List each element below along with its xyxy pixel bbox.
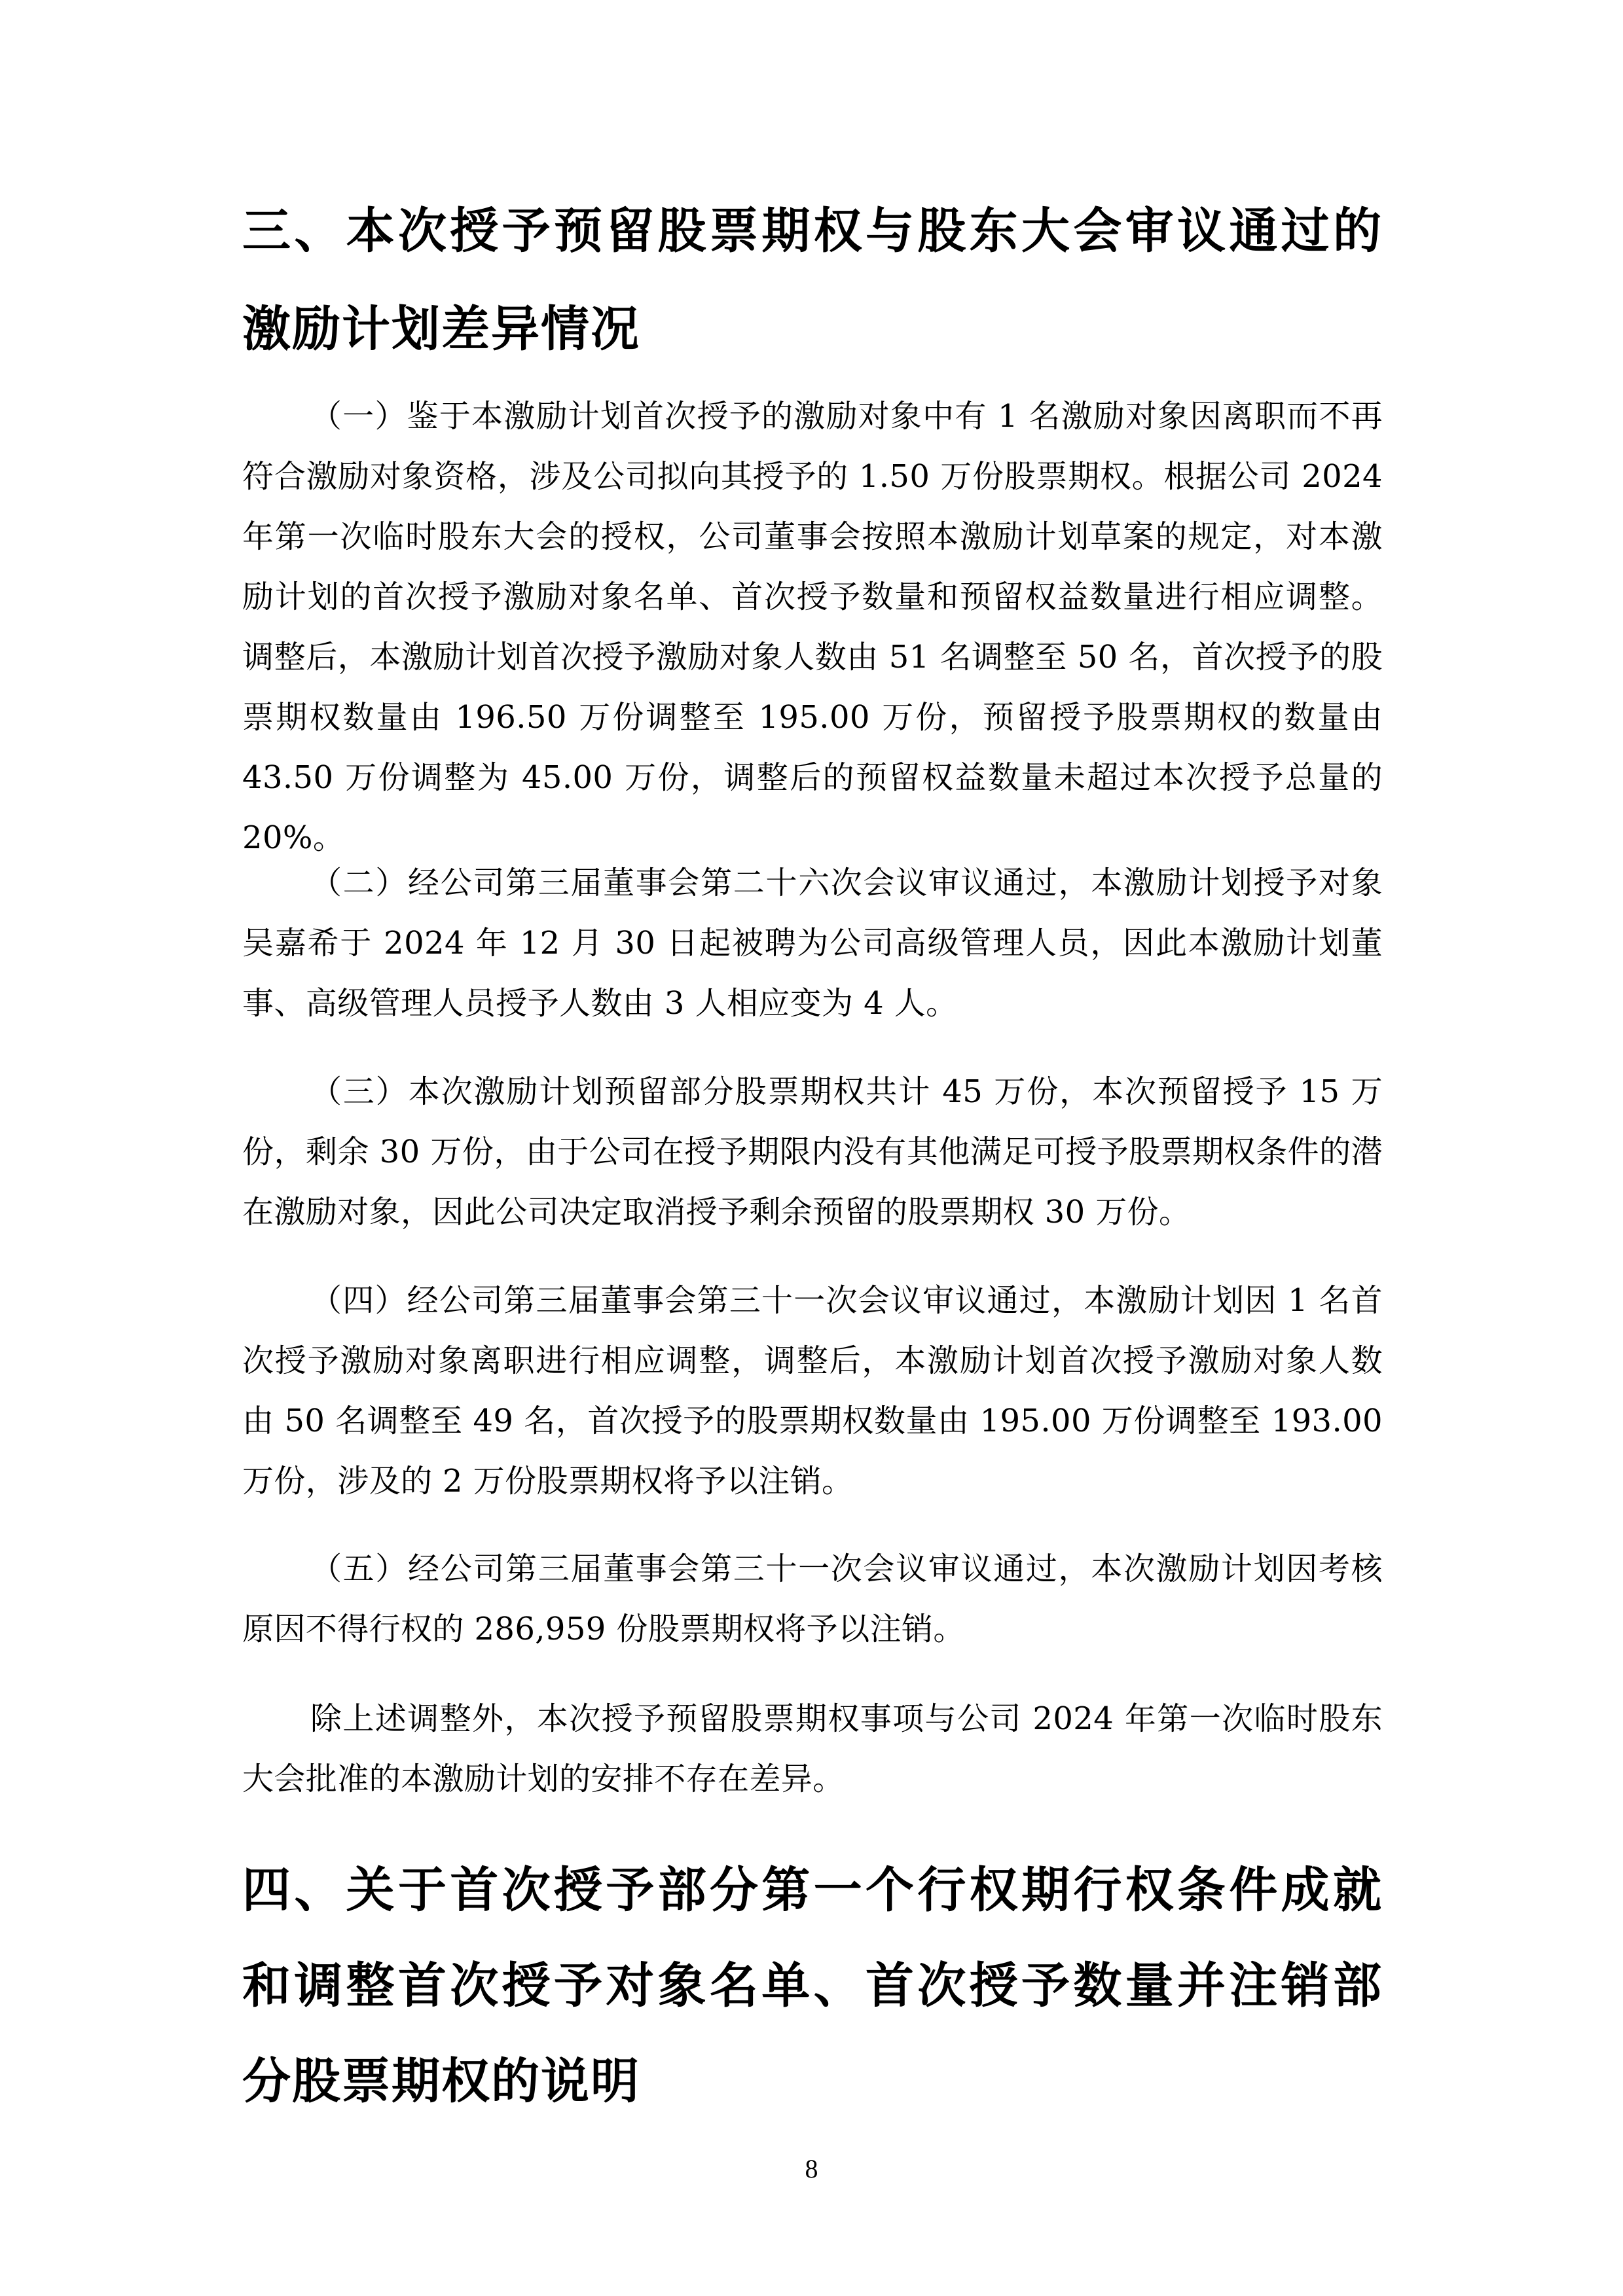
section-three-heading: 三、本次授予预留股票期权与股东大会审议通过的激励计划差异情况 xyxy=(242,203,1383,357)
paragraph-adjustment-1: （一）鉴于本激励计划首次授予的激励对象中有 1 名激励对象因离职而不再符合激励对象资格，涉及公司拟向其授予的 1.50 万份股票期权。根据公司 2024 年第一次临时股东大会的授权，公司董事会按照本激励计划草案的规定，对本激励计划的首次授予激励对象名单、首次授予数量和预留权益数量进行相应调整。调整后，本激励计划首次授予激励对象人数由 51 名调整至 50 名，首次授予的股票期权数量由 196.50 万份调整至 195.00 万份，预留授予股票期权的数量由 43.50 万份调整为 45.00 万份，调整后的预留权益数量未超过本次授予总量的 20%。 xyxy=(242,398,1383,856)
paragraph-adjustment-3: （三）本次激励计划预留部分股票期权共计 45 万份，本次预留授予 15 万份，剩余 30 万份，由于公司在授予期限内没有其他满足可授予股票期权条件的潜在激励对象，因此公司决定取消授予剩余预留的股票期权 30 万份。 xyxy=(242,1073,1383,1230)
paragraph-adjustment-4: （四）经公司第三届董事会第三十一次会议审议通过，本激励计划因 1 名首次授予激励对象离职进行相应调整，调整后，本激励计划首次授予激励对象人数由 50 名调整至 49 名，首次授予的股票期权数量由 195.00 万份调整至 193.00 万份，涉及的 2 万份股票期权将予以注销。 xyxy=(242,1282,1383,1499)
paragraph-summary: 除上述调整外，本次授予预留股票期权事项与公司 2024 年第一次临时股东大会批准的本激励计划的安排不存在差异。 xyxy=(242,1700,1383,1797)
section-four-heading: 四、关于首次授予部分第一个行权期行权条件成就和调整首次授予对象名单、首次授予数量并注销部分股票期权的说明 xyxy=(242,1862,1383,2109)
paragraph-adjustment-5: （五）经公司第三届董事会第三十一次会议审议通过，本次激励计划因考核原因不得行权的 286,959 份股票期权将予以注销。 xyxy=(242,1551,1383,1647)
paragraph-adjustment-2: （二）经公司第三届董事会第二十六次会议审议通过，本激励计划授予对象吴嘉希于 2024 年 12 月 30 日起被聘为公司高级管理人员，因此本激励计划董事、高级管理人员授予人数由 3 人相应变为 4 人。 xyxy=(242,865,1383,1022)
page-number: 8 xyxy=(805,2154,818,2183)
